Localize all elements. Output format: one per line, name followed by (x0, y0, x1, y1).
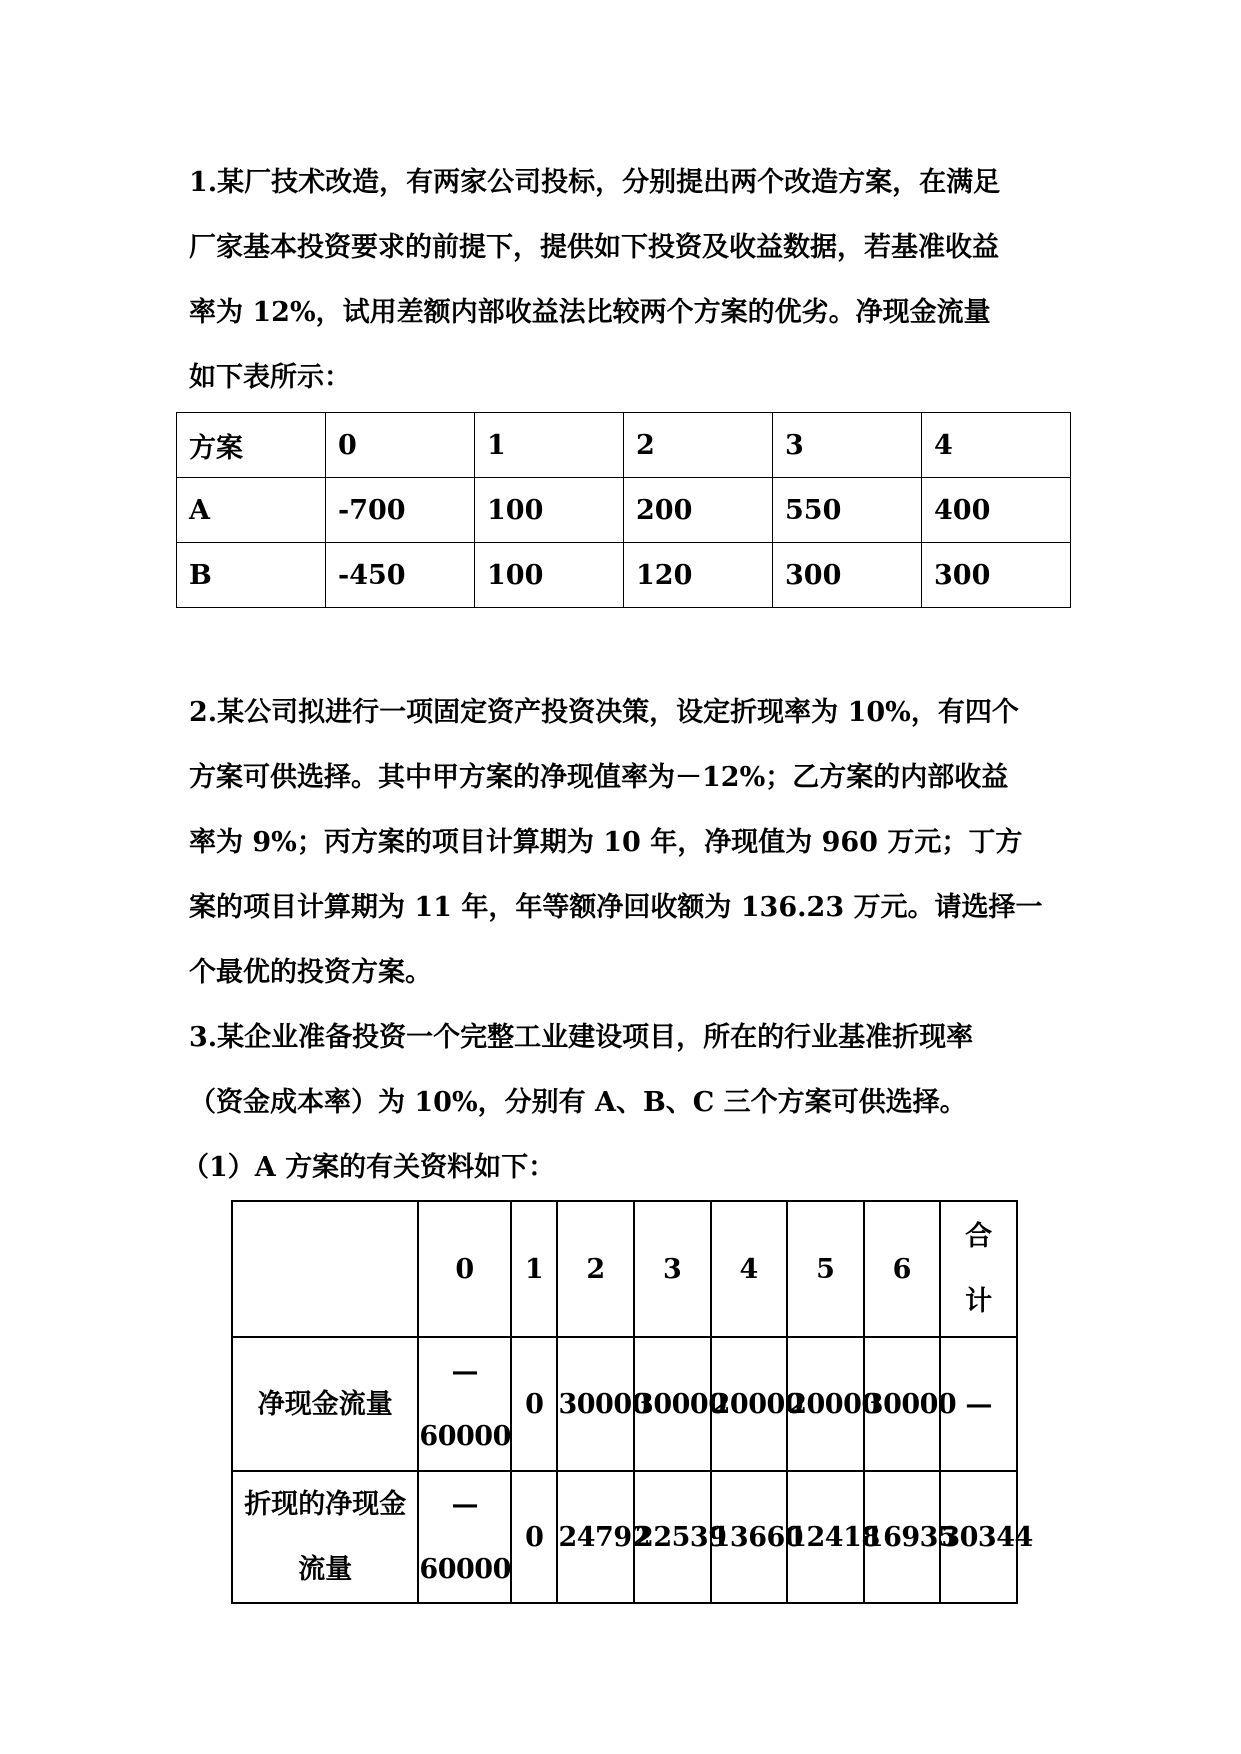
table-cell: 200 (624, 478, 773, 543)
q3-line-3: （1）A 方案的有关资料如下： (182, 1152, 556, 1183)
q1-line-3: 率为 12%，试用差额内部收益法比较两个方案的优劣。净现金流量 (189, 297, 991, 328)
header-cell: 2 (557, 1201, 634, 1337)
row-label: 净现金流量 (232, 1337, 418, 1471)
table-row (177, 478, 1071, 543)
table-cell: 100 (475, 478, 624, 543)
table-cell: 550 (773, 478, 922, 543)
table-header-row (177, 413, 1071, 478)
q1-line-2: 厂家基本投资要求的前提下，提供如下投资及收益数据，若基准收益 (189, 232, 999, 263)
header-cell: 1 (475, 413, 624, 478)
q2-line-1: 2.某公司拟进行一项固定资产投资决策，设定折现率为 10%，有四个 (189, 697, 1019, 728)
header-cell: 3 (634, 1201, 711, 1337)
q3-plan-a-table (231, 1200, 1033, 1604)
q1-cashflow-table (176, 412, 1071, 608)
q2-line-3: 率为 9%；丙方案的项目计算期为 10 年，净现值为 960 万元；丁方 (189, 827, 1023, 858)
q2-line-5: 个最优的投资方案。 (189, 957, 432, 988)
table-cell: 400 (922, 478, 1071, 543)
table-row (232, 1471, 1017, 1603)
table-cell: 20000 (787, 1337, 864, 1471)
table-cell: 120 (624, 543, 773, 608)
table-row (177, 543, 1071, 608)
table-cell: 300 (773, 543, 922, 608)
table-cell: 300 (922, 543, 1071, 608)
table-row (232, 1337, 1017, 1471)
table-cell: 22539 (634, 1471, 711, 1603)
q3-line-2: （资金成本率）为 10%，分别有 A、B、C 三个方案可供选择。 (189, 1087, 967, 1118)
q2-line-2: 方案可供选择。其中甲方案的净现值率为－12%；乙方案的内部收益 (189, 762, 1009, 793)
table-cell: B (177, 543, 326, 608)
table-cell: 30344 (940, 1471, 1017, 1603)
header-cell: 2 (624, 413, 773, 478)
header-cell: 0 (326, 413, 475, 478)
header-cell: 5 (787, 1201, 864, 1337)
table-cell: — 60000 (418, 1337, 511, 1471)
q1-line-4: 如下表所示： (189, 362, 351, 393)
header-cell: 4 (711, 1201, 788, 1337)
table-cell: — (940, 1337, 1017, 1471)
header-cell (232, 1201, 418, 1337)
q2-line-4: 案的项目计算期为 11 年，年等额净回收额为 136.23 万元。请选择一 (189, 892, 1043, 923)
table-cell: 24792 (557, 1471, 634, 1603)
table-cell: 30000 (864, 1337, 941, 1471)
table-cell: 0 (511, 1471, 557, 1603)
table-cell: — 60000 (418, 1471, 511, 1603)
table-cell: -450 (326, 543, 475, 608)
header-cell: 6 (864, 1201, 941, 1337)
table-header-row (232, 1201, 1017, 1337)
table-cell: 12418 (787, 1471, 864, 1603)
header-cell: 方案 (177, 413, 326, 478)
q3-line-1: 3.某企业准备投资一个完整工业建设项目，所在的行业基准折现率 (189, 1022, 974, 1053)
table-cell: -700 (326, 478, 475, 543)
header-cell: 3 (773, 413, 922, 478)
table-cell: 16935 (864, 1471, 941, 1603)
table-cell: 100 (475, 543, 624, 608)
table-cell: 0 (511, 1337, 557, 1471)
table-cell: 20000 (711, 1337, 788, 1471)
row-label: 折现的净现金 流量 (232, 1471, 418, 1603)
table-cell: 30000 (634, 1337, 711, 1471)
header-cell: 1 (511, 1201, 557, 1337)
table-cell: A (177, 478, 326, 543)
q1-line-1: 1.某厂技术改造，有两家公司投标，分别提出两个改造方案，在满足 (189, 167, 1001, 198)
header-cell: 4 (922, 413, 1071, 478)
table-cell: 13660 (711, 1471, 788, 1603)
header-cell: 0 (418, 1201, 511, 1337)
header-cell-total: 合 计 (940, 1201, 1017, 1337)
table-cell: 30000 (557, 1337, 634, 1471)
